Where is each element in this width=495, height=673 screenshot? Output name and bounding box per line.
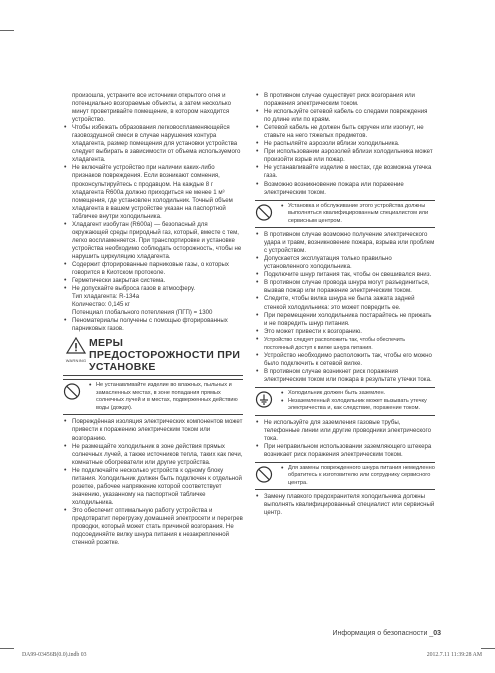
list-item: • Для замены поврежденного шнура питания немедленно обратитесь к изготовителю или сотруднику сервисного центра.	[280, 465, 435, 488]
list-item: • Не размещайте холодильник в зоне действия прямых солнечных лучей, а также источников тепла, таких как печи, комнатные обогреватели или другие устройства.	[63, 443, 243, 467]
list-item: • Холодильник должен быть заземлен.	[280, 390, 435, 398]
list-item: • Устройство следует расположить так, чтобы обеспечить постоянный доступ к вилке шнура питания.	[255, 336, 435, 352]
spec-line: Тип хладагента: R-134a	[72, 293, 140, 301]
list-item: • Замену плавкого предохранителя холодильника должны выполнять квалифицированный специалист или сервисный центр.	[255, 493, 435, 517]
section-heading: МЕРЫ ПРЕДОСТОРОЖНОСТИ ПРИ УСТАНОВКЕ	[89, 337, 241, 374]
prohibition-icon	[63, 383, 81, 400]
list-item: • Устройство необходимо расположить так, чтобы его можно было подключить к сетевой вилке.	[255, 352, 435, 368]
list-item: • Не устанавливайте изделие в местах, где возможна утечка газа.	[255, 164, 435, 180]
list-item: • В противном случае возможно получение электрического удара и травм, возникновение пожара, взрыва или проблем с устройством.	[255, 231, 435, 255]
list-item: • Не используйте для заземления газовые трубы, телефонные линии или другие проводники электрического тока.	[255, 419, 435, 443]
warning-box	[63, 379, 243, 415]
prohibition-icon	[255, 466, 273, 483]
crop-mark-bottom-left	[0, 648, 14, 649]
page-footer	[332, 630, 441, 637]
spec-line: Потенциал глобального потепления (ПГП) = 1300	[72, 309, 213, 317]
list-item: • При неправильном использовании заземляющего штекера возникает риск поражения электрическим током.	[255, 443, 435, 459]
list-item: • В противном случае существует риск возгорания или поражения электрическим током.	[255, 92, 435, 108]
ground-icon	[255, 391, 273, 408]
right-bullets-lower	[255, 419, 435, 459]
spec-line: Количество: 0,145 кг	[72, 301, 130, 309]
list-item: • Установка и обслуживание этого устройства должны выполняться квалифицированным специалистом или сервисным центром.	[280, 203, 435, 226]
imprint-timestamp: 2012.7.11 11:39:28 AM	[426, 652, 482, 658]
warning-icon	[63, 337, 89, 365]
right-bullets-middle	[255, 231, 435, 384]
list-item: • Хладагент изобутан (R600a) — безопасный для окружающей среды природный газ, который, вместе с тем, легко воспламеняется. При транспортировке и установке устройства необходимо соблюдать осторожность, чтобы не нарушить циркуляцию хладагента.	[63, 221, 243, 261]
right-bullets-top	[255, 92, 435, 197]
list-item: • Это может привести к возгоранию.	[255, 328, 435, 336]
list-item: • Подключите шнур питания так, чтобы он свешивался вниз.	[255, 271, 435, 279]
footer-section-label: Информация о безопасности _	[332, 630, 434, 637]
list-item: • Возможно возникновение пожара или поражение электрическим током.	[255, 181, 435, 197]
right-bullets-bottom	[255, 493, 435, 517]
list-item: • Содержит фторированные парниковые газы, о которых говорится в Киотском протоколе.	[63, 261, 243, 277]
list-item: • Сетевой кабель не должен быть скручен или изогнут, не ставьте на него тяжелых предметов.	[255, 124, 435, 140]
list-item: • Чтобы избежать образования легковоспламеняющейся газовоздушной смеси в случае нарушения контура хладагента, размер помещения для установки устройства следует выбирать в зависимости от объема используемого хладагента.	[63, 124, 243, 164]
section-heading-block	[63, 337, 243, 376]
list-item: • При использовании аэрозолей вблизи холодильника может произойти взрыв или пожар.	[255, 148, 435, 164]
list-item: • Незаземленный холодильник может вызывать утечку электричества и, как следствие, поражение током.	[280, 398, 435, 413]
warning-box	[255, 387, 435, 416]
list-item: • Пеноматериалы получены с помощью фторированных парниковых газов.	[63, 317, 243, 333]
intro-continuation: произошла, устраните все источники открытого огня и потенциально возгораемые объекты, а затем несколько минут проветривайте помещение, в котором находится устройство.	[72, 92, 232, 124]
list-item: • Не используйте сетевой кабель со следами повреждения по длине или по краям.	[255, 108, 435, 124]
warning-box-list	[280, 203, 435, 226]
warning-icon-label: WARNING	[65, 358, 87, 364]
left-bullets-top	[63, 124, 243, 293]
warning-box-list	[88, 382, 243, 412]
crop-mark-top-left	[0, 30, 14, 31]
list-item: • При перемещении холодильника постарайтесь не прижать и не повредить шнур питания.	[255, 312, 435, 328]
list-item: • Не включайте устройство при наличии каких-либо признаков повреждения. Если возникают сомнения, проконсультируйтесь с продавцом. На каждые 8 г хладагента R600a должно приходиться не менее 1 м³ помещения, где установлен холодильник. Точный объем хладагента в вашем устройстве указан на паспортной табличке внутри холодильника.	[63, 164, 243, 220]
left-bullets-bottom	[63, 418, 243, 547]
list-item: • В противном случае провода шнура могут разъединиться, вызвав пожар или поражение электрическим током.	[255, 279, 435, 295]
list-item: • Герметически закрытая система.	[63, 277, 243, 285]
crop-mark-bottom-right	[481, 648, 495, 649]
list-item: • Это обеспечит оптимальную работу устройства и предотвратит перегрузку домашней электросети и перегрев проводки, который может стать причиной возгорания. Не подсоединяйте вилку шнура питания к незакрепленной стенной розетке.	[63, 507, 243, 547]
warning-box	[255, 200, 435, 229]
warning-box-list	[280, 465, 435, 488]
imprint-file-name: DA99-03456B(0.0).indb 03	[22, 652, 87, 658]
prohibition-icon	[255, 204, 273, 221]
left-bullet-foam-list	[63, 317, 243, 333]
warning-box-list	[280, 390, 435, 413]
list-item: • Повреждённая изоляция электрических компонентов может привести к поражению электрическим током или возгоранию.	[63, 418, 243, 442]
warning-triangle-icon	[66, 337, 86, 354]
list-item: • Следите, чтобы вилка шнура не была зажата задней стенкой холодильника: это может повредить ее.	[255, 295, 435, 311]
page-number: 03	[433, 630, 441, 637]
list-item: • Не устанавливайте изделие во влажных, пыльных и замасленных местах, в зоне попадания прямых солнечных лучей и в местах, подверженных действию воды (дождя).	[88, 382, 243, 412]
list-item: • Не подключайте несколько устройств к одному блоку питания. Холодильник должен быть подключен к отдельной розетке, рабочее напряжение которой соответствует значению, указанному на паспортной табличке холодильника.	[63, 467, 243, 507]
list-item: • В противном случае возникнет риск поражения электрическим током или пожара в результате утечки тока.	[255, 368, 435, 384]
list-item: • Допускается эксплуатация только правильно установленного холодильника.	[255, 255, 435, 271]
list-item: • Не допускайте выброса газов в атмосферу.	[63, 285, 243, 293]
right-column	[255, 92, 435, 517]
list-item: • Не распыляйте аэрозоли вблизи холодильника.	[255, 140, 435, 148]
left-column	[63, 92, 243, 547]
warning-box	[255, 462, 435, 491]
